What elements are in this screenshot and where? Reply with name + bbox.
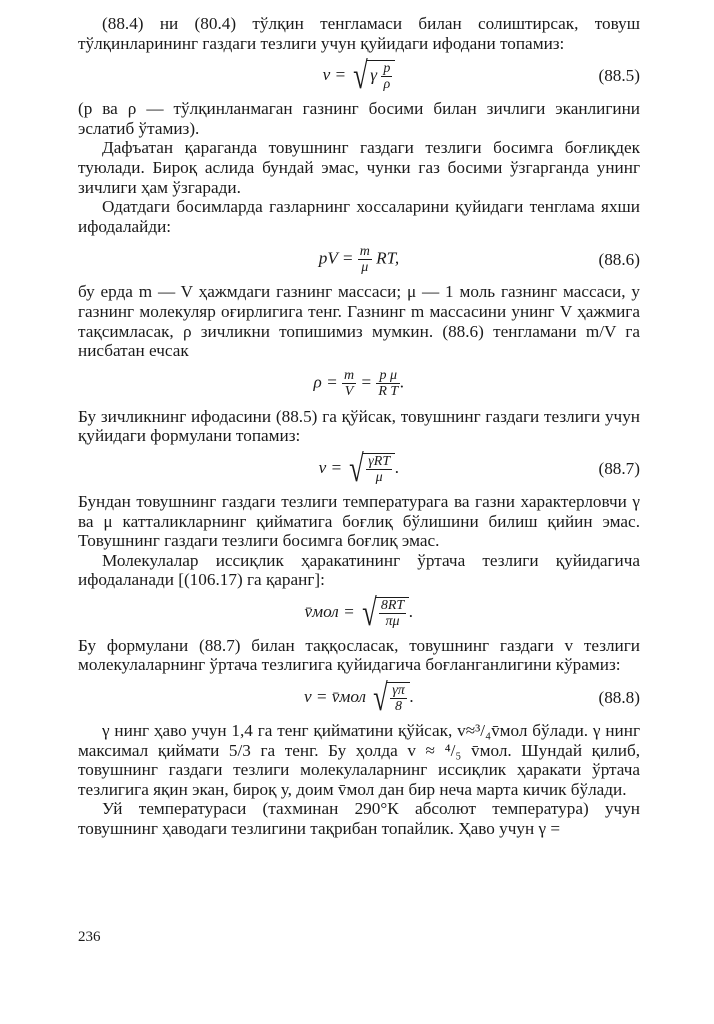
- paragraph-1: (88.4) ни (80.4) тўлқин тенгламаси билан солиштирсак, товуш тўлқинларининг газдаги тезлиги учун қуйидаги ифодани топамиз:: [78, 14, 640, 53]
- sqrt-symbol: √: [353, 55, 369, 98]
- equation-number: (88.7): [598, 459, 640, 479]
- page-body: [78, 14, 640, 839]
- fraction: $\frac{\gamma\pi}{8}$: [392, 683, 405, 715]
- sqrt-symbol: √: [349, 447, 365, 490]
- equation-number: (88.8): [598, 688, 640, 708]
- paragraph-3: Дафъатан қараганда товушнинг газдаги тезлиги босимга боғлиқдек туюлади. Бироқ аслида бундай эмас, чунки газ босими ўзгарганда унинг зичлиги ҳам ўзгаради.: [78, 138, 640, 197]
- eq-lhs: ρ =: [313, 372, 338, 392]
- sqrt-symbol: √: [373, 677, 389, 720]
- equation-number: (88.6): [598, 249, 640, 269]
- eq-rhs: RT,: [376, 248, 400, 268]
- paragraph-7: Бундан товушнинг газдаги тезлиги температурага ва газни характерловчи γ ва μ катталикларнинг қийматига боғлиқ бўлишини билиш қийин эмас. Товушнинг газдаги тезлиги босимга боғлиқ эмас.: [78, 491, 640, 551]
- equation-88-6: [78, 236, 640, 282]
- eq-lhs: v =: [318, 457, 343, 477]
- fraction: $\frac{m}{V}$: [343, 368, 355, 400]
- page-number: 236: [78, 929, 101, 945]
- eq-gamma: γ: [370, 65, 378, 85]
- equation-density: ρ = $\frac{m}{V}$ = $\frac{\text{p μ}}{\text{R T}}$ .: [313, 368, 405, 400]
- sqrt-symbol: √: [362, 591, 377, 634]
- fraction: $\frac{p}{\rho}$: [383, 61, 391, 93]
- equation-88-7: v = √ $\frac{\text{γRT}}{\mu}$ . (88.7): [318, 447, 640, 490]
- paragraph-2: (p ва ρ — тўлқинланмаган газнинг босими билан зичлиги эканлигини эслатиб ўтамиз).: [78, 99, 640, 138]
- eq-equals: =: [360, 372, 373, 392]
- fraction: $\frac{\text{γRT}}{\mu}$: [368, 453, 391, 485]
- equation-88-8: v = v̄мол √ $\frac{\gamma\pi}{8}$ . (88.8): [303, 677, 640, 720]
- fraction: $\frac{\text{p μ}}{\text{R T}}$: [378, 368, 399, 400]
- paragraph-11: Уй температураси (тахминан 290°К абсолют температура) учун товушнинг ҳаводаги тезлигини тақрибан топайлик. Ҳаво учун γ =: [78, 799, 640, 839]
- paragraph-4: Одатдаги босимларда газларнинг хоссаларини қуйидаги тенглама яхши ифодалайди:: [78, 197, 640, 236]
- eq-lhs: v =: [322, 65, 347, 85]
- equation-88-5: [78, 53, 640, 99]
- paragraph-10: γ нинг ҳаво учун 1,4 га тенг қийматини қўйсак, v≈³/₄v̄мол бўлади. γ нинг максимал қиймати 5/3 га тенг. Бу ҳолда v ≈ ⁴/₅ v̄мол. Шундай қилиб, товушнинг газдаги тезлиги молекулаларнинг иссиқлик ҳаракати ўртача тезлигига яқин экан, бироқ у, доим v̄мол дан бир неча марта кичик бўлади.: [78, 721, 640, 799]
- equation-mean-velocity: v̄мол = √ $\frac{8RT}{\pi\mu}$ .: [304, 591, 414, 634]
- paragraph-9: Бу формулани (88.7) билан таққосласак, товушнинг газдаги v тезлиги молекулаларнинг ўртача тезлигига қуйидагича боғланганлигини кўрамиз:: [78, 635, 640, 675]
- paragraph-5: бу ерда m — V ҳажмдаги газнинг массаси; μ — 1 моль газнинг массаси, у газнинг молекуляр оғирлигига тенг. Газнинг m массасини унинг V ҳажмига тақсимласак, ρ зичликни топишимиз мумкин. (88.6) тенгламани m/V га нисбатан ечсак: [78, 282, 640, 361]
- eq-lhs: pV =: [318, 248, 354, 268]
- fraction: $\frac{8RT}{\pi\mu}$: [380, 597, 405, 629]
- paragraph-8: Молекулалар иссиқлик ҳаракатининг ўртача тезлиги қуйидагича ифодаланади [(106.17) га қаранг]:: [78, 550, 640, 590]
- eq-lhs: v = v̄мол: [303, 687, 367, 707]
- fraction: $\frac{m}{\mu}$: [359, 243, 370, 275]
- equation-number: (88.5): [598, 66, 640, 86]
- paragraph-6: Бу зичликнинг ифодасини (88.5) га қўйсак, товушнинг газдаги тезлиги учун қуйидаги формулани топамиз:: [78, 406, 640, 446]
- eq-lhs: v̄мол =: [304, 601, 355, 621]
